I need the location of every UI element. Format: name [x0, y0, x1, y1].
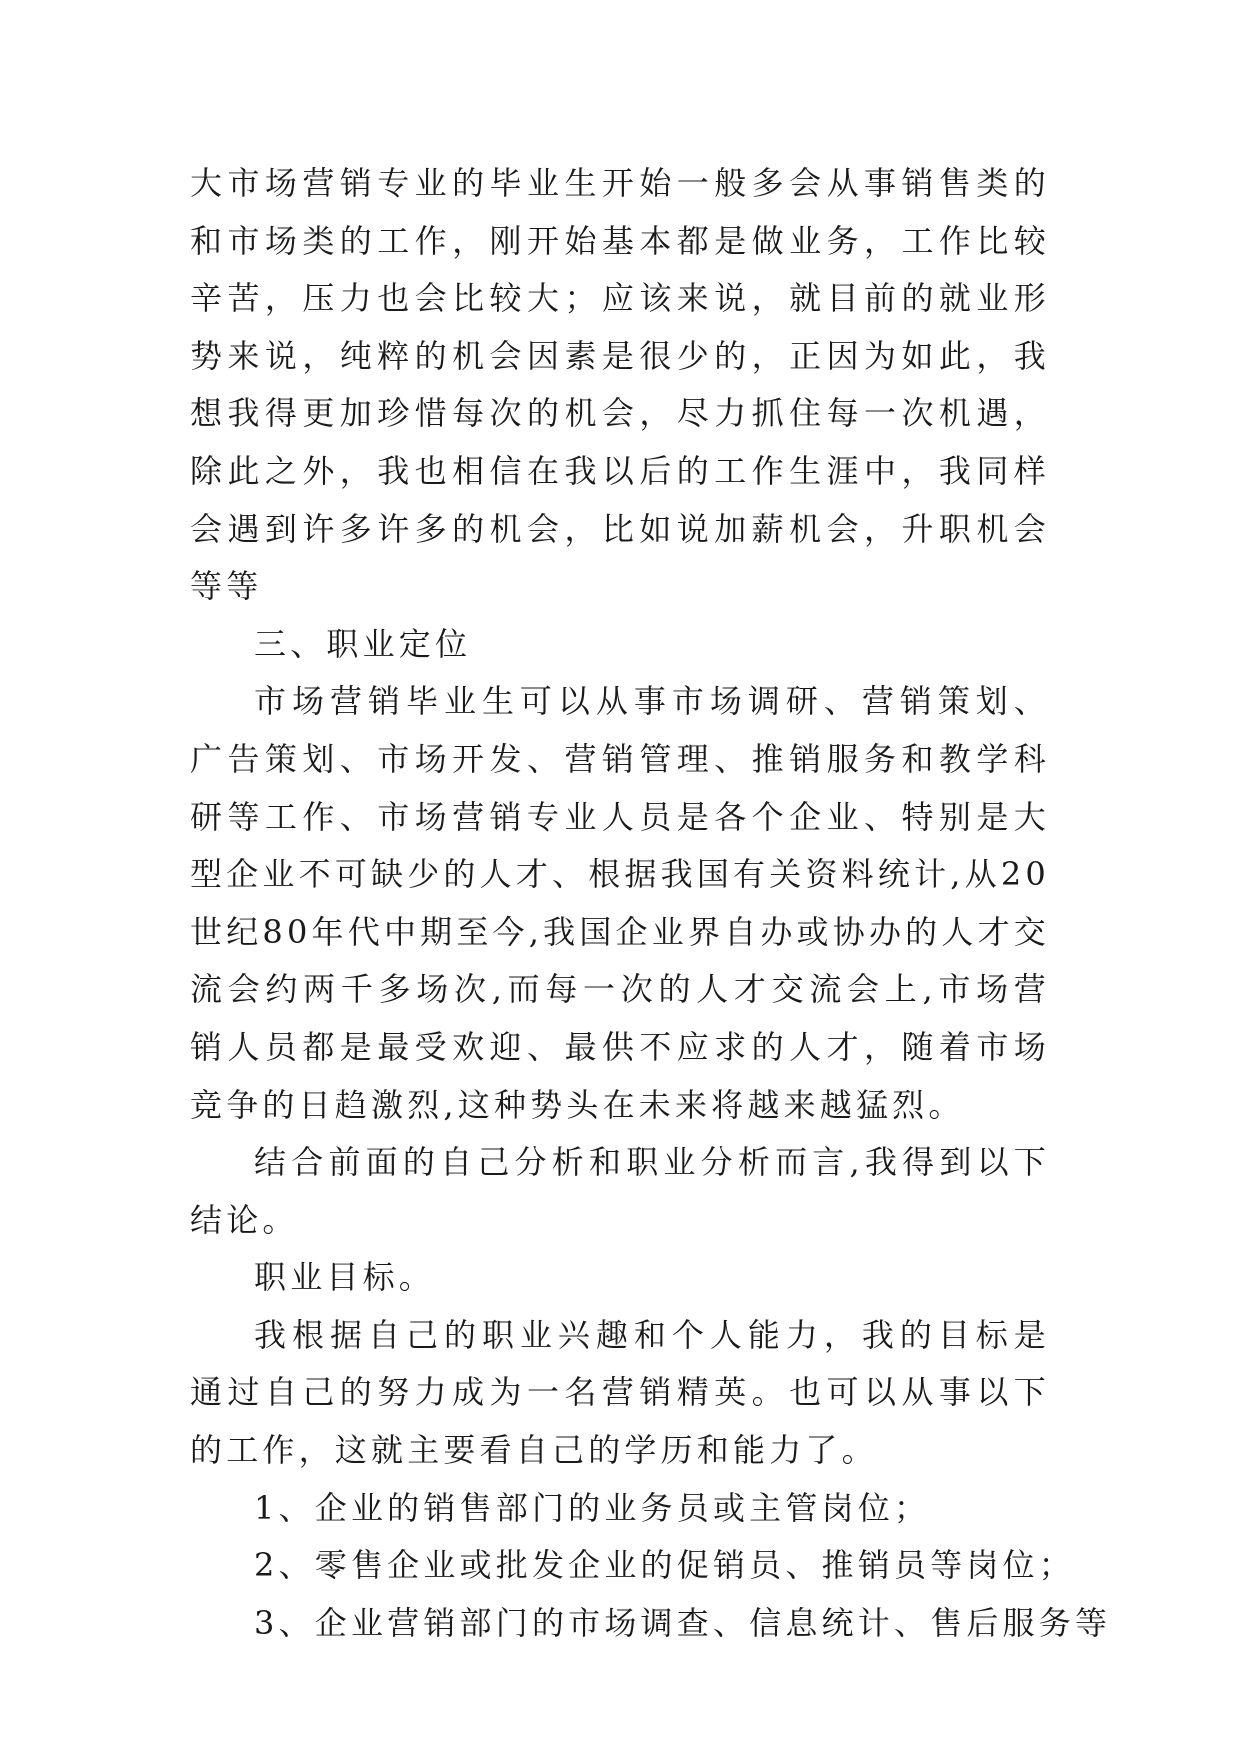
- list-item: 3、企业营销部门的市场调查、信息统计、售后服务等: [254, 1603, 1112, 1642]
- paragraph-marketing-graduates: 市场营销毕业生可以从事市场调研、营销策划、广告策划、市场开发、营销管理、推销服务和教学科研等工作、市场营销专业人员是各个企业、特别是大型企业不可缺少的人才、根据我国有关资料统计,从20世纪80年代中期至今,我国企业界自办或协办的人才交流会约两千多场次,而每一次的人才交流会上,市场营销人员都是最受欢迎、最供不应求的人才，随着市场竞争的日趋激烈,这种势头在未来将越来越猛烈。: [190, 682, 1050, 1124]
- list-item: 2、零售企业或批发企业的促销员、推销员等岗位；: [254, 1546, 1075, 1585]
- section-heading-career-positioning: 三、职业定位: [254, 624, 472, 663]
- paragraph-conclusion: 结合前面的自己分析和职业分析而言,我得到以下结论。: [190, 1143, 1050, 1239]
- paragraph-career-goal: 我根据自己的职业兴趣和个人能力，我的目标是通过自己的努力成为一名营销精英。也可以从事以下的工作，这就主要看自己的学历和能力了。: [190, 1315, 1050, 1470]
- paragraph-career-goal-label: 职业目标。: [254, 1258, 436, 1297]
- paragraph-career-opportunities: 大市场营销专业的毕业生开始一般多会从事销售类的和市场类的工作，刚开始基本都是做业务，工作比较辛苦，压力也会比较大；应该来说，就目前的就业形势来说，纯粹的机会因素是很少的，正因为如此，我想我得更加珍惜每次的机会，尽力抓住每一次机遇，除此之外，我也相信在我以后的工作生涯中，我同样会遇到许多许多的机会，比如说加薪机会，升职机会等等: [190, 164, 1050, 606]
- list-item: 1、企业的销售部门的业务员或主管岗位；: [254, 1488, 931, 1527]
- document-body: [190, 155, 1112, 1652]
